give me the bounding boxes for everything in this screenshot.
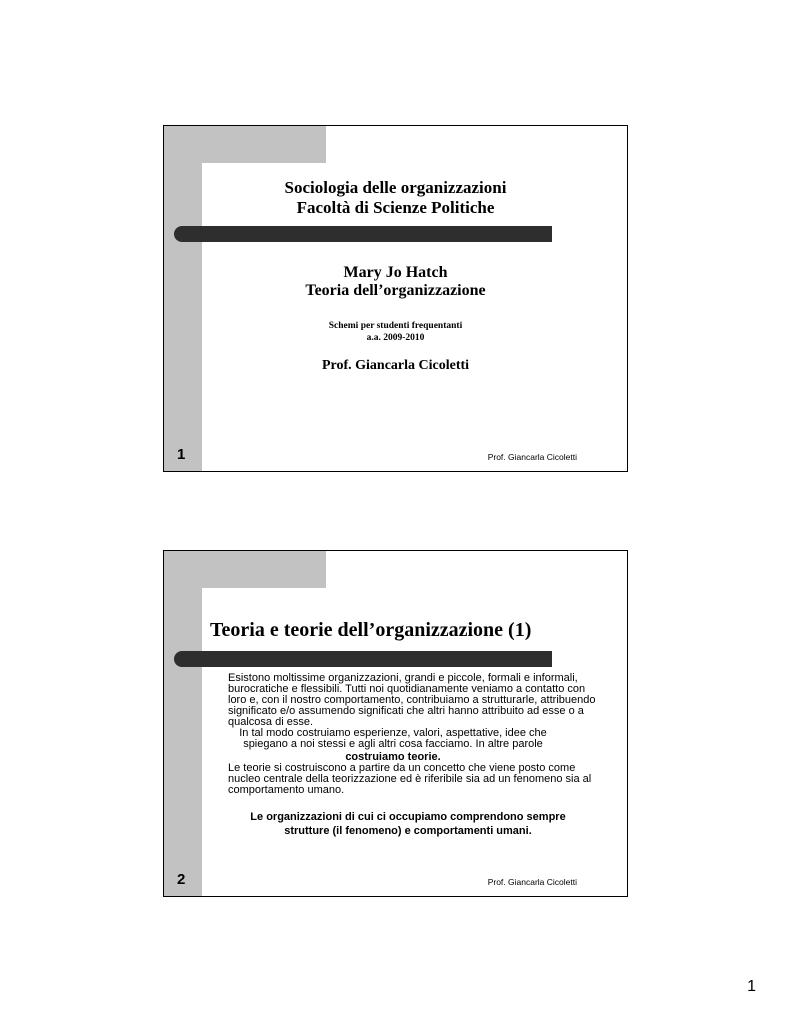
slide-decoration-bar — [164, 551, 202, 896]
slide-divider-bar — [174, 651, 552, 667]
slide-number: 2 — [177, 871, 186, 888]
note-block — [224, 320, 567, 344]
professor-name: Prof. Giancarla Cicoletti — [321, 358, 470, 373]
author-name: Mary Jo Hatch — [343, 264, 448, 281]
page-number: 1 — [747, 978, 756, 995]
slide-number: 1 — [177, 446, 186, 463]
slide-footer: Prof. Giancarla Cicoletti — [487, 452, 577, 462]
paragraph: Esistono moltissime organizzazioni, grandi e piccole, formali e informali, burocratiche e flessibili. Tutti noi quotidianamente veniamo a contatto con loro e, con il nostro comportamento, contribuiamo a strutturarle, attribuendo significato e/o assumendo significati che altri hanno attribuito ad esse o a qualcosa di esse. — [228, 672, 596, 728]
slide-decoration-bar — [164, 126, 202, 471]
academic-year: a.a. 2009-2010 — [366, 333, 425, 343]
note-line: Schemi per studenti frequentanti — [328, 321, 463, 331]
faculty-title: Facoltà di Scienze Politiche — [296, 198, 495, 217]
slide-decoration-top — [164, 551, 326, 588]
book-title: Teoria dell’organizzazione — [305, 282, 486, 299]
slide-divider-bar — [174, 226, 552, 242]
slide-title: Teoria e teorie dell’organizzazione (1) — [210, 619, 532, 641]
emphasis-text: costruiamo teorie. — [345, 751, 441, 763]
course-title: Sociologia delle organizzazioni — [284, 178, 507, 197]
slide-title — [224, 178, 567, 218]
slide-body — [228, 673, 598, 838]
author-block — [224, 264, 567, 300]
slide-1 — [163, 125, 628, 472]
slide-2 — [163, 550, 628, 897]
paragraph: Le teorie si costruiscono a partire da un concetto che viene posto come nucleo centrale della teorizzazione ed è riferibile sia ad un fenomeno sia al comportamento umano. — [228, 762, 592, 796]
paragraph: In tal modo costruiamo esperienze, valori, aspettative, idee che spiegano a noi stessi e agli altri cosa facciamo. In altre parole — [239, 727, 547, 750]
slide-footer: Prof. Giancarla Cicoletti — [487, 877, 577, 887]
conclusion-text: Le organizzazioni di cui ci occupiamo comprendono sempre strutture (il fenomeno) e comportamenti umani. — [250, 811, 566, 837]
slide-decoration-top — [164, 126, 326, 163]
